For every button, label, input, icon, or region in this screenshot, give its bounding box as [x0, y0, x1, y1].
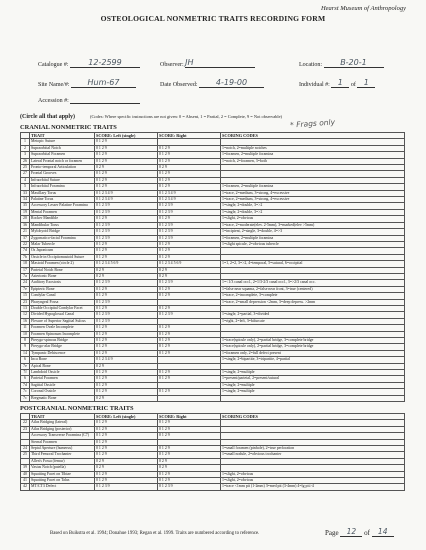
scoring-codes: 1=single, 2=double, 3=>2 [221, 209, 405, 215]
trait-name: Sternal Foramen [30, 439, 95, 445]
trait-number: 6 [21, 376, 30, 382]
trait-name: Foramen Spinosum Incomplete [30, 331, 95, 337]
score-left[interactable]: 0 2 9 [95, 465, 158, 471]
score-right[interactable]: 0 1 2 3 4 9 [158, 197, 221, 203]
cranial-traits-table [20, 132, 405, 402]
score-left[interactable]: 0 1 2 9 [95, 420, 158, 426]
codes-instruction: (Codes: Where specific instructions are not given: 0 = Absent, 1 = Partial, 2 = Complete, 9 = Not observable) [90, 114, 282, 119]
col-right: SCORE: Right [158, 414, 221, 420]
scoring-codes: 1=trace(spicule only), 2=partial bridge, 3=complete bridge [221, 344, 405, 350]
score-left[interactable]: 0 1 2 9 [95, 145, 158, 151]
trait-name: Mylohyoid Bridge [30, 229, 95, 235]
trait-number: 5 [21, 184, 30, 190]
trait-number: 3 [21, 152, 30, 158]
trait-name: Rocker Mandible [30, 216, 95, 222]
score-right[interactable]: 0 1 2 9 [158, 152, 221, 158]
score-left[interactable]: 0 1 2 9 [95, 152, 158, 158]
scoring-codes: 1=single, 2=multiple [221, 382, 405, 388]
trait-name: Apical Bone [30, 363, 95, 369]
trait-number: 7c [21, 389, 30, 395]
scoring-codes: 1=single, 2=bipartite, 3=tripartite, 4=partial [221, 357, 405, 363]
score-right[interactable]: 0 2 9 [158, 165, 221, 171]
trait-number: 7f [21, 370, 30, 376]
score-right[interactable]: 0 1 2 9 [158, 350, 221, 356]
score-left[interactable]: 0 2 9 [95, 165, 158, 171]
catalogue-value: 12-2599 [70, 58, 140, 68]
score-left[interactable]: 0 2 9 [95, 363, 158, 369]
score-left[interactable]: 0 1 2 9 [95, 471, 158, 477]
score-right[interactable]: 0 1 2 3 9 [158, 229, 221, 235]
catalogue-field[interactable] [38, 58, 140, 68]
trait-name: Parietal Foramen [30, 376, 95, 382]
score-left[interactable]: 0 1 2 9 [95, 370, 158, 376]
score-right[interactable]: 0 1 2 3 9 [158, 280, 221, 286]
score-right[interactable]: 0 2 9 [158, 458, 221, 464]
score-right[interactable]: 0 1 2 9 [158, 286, 221, 292]
trait-name: Accessory Transverse Foramina (C7) [30, 433, 95, 439]
trait-name: Atlas Bridging (lateral) [30, 420, 95, 426]
trait-number: 27 [21, 171, 30, 177]
score-left[interactable]: 0 1 2 9 [95, 376, 158, 382]
catalogue-label: Catalogue #: [38, 62, 69, 68]
trait-name: Accessory Lesser Palatine Foramina [30, 203, 95, 209]
trait-number: 26 [21, 158, 30, 164]
score-right[interactable]: 0 1 2 9 [158, 452, 221, 458]
score-right[interactable]: 0 2 9 [158, 267, 221, 273]
trait-number: 21 [21, 229, 30, 235]
trait-name: Lambdoid Ossicle [30, 370, 95, 376]
score-right[interactable]: 0 1 2 9 [158, 145, 221, 151]
trait-number: 6 [21, 357, 30, 363]
score-right[interactable]: 0 1 2 9 [158, 433, 221, 439]
individual-label: Individual #: [299, 82, 330, 88]
score-left[interactable]: 0 1 2 9 [95, 171, 158, 177]
trait-number: 12 [21, 312, 30, 318]
trait-number: 7b [21, 254, 30, 260]
trait-number: 22 [21, 241, 30, 247]
trait-number: 37 [21, 235, 30, 241]
score-right[interactable]: 0 1 2 9 [158, 331, 221, 337]
score-left[interactable]: 0 1 2 9 [95, 139, 158, 145]
trait-number: 36 [21, 222, 30, 228]
score-left[interactable]: 0 1 2 9 [95, 478, 158, 484]
trait-number: 13 [21, 305, 30, 311]
trait-name: Lateral Frontal notch or foramen [30, 158, 95, 164]
trait-name: Supraorbital Notch [30, 145, 95, 151]
site-label: Site Name/#: [38, 82, 70, 88]
score-right[interactable]: 0 1 2 3 9 [158, 312, 221, 318]
scoring-codes: 1=small foramen (pinhole), 2=true perforation [221, 446, 405, 452]
score-right[interactable]: 0 1 2 9 [158, 171, 221, 177]
trait-number: 10 [21, 331, 30, 337]
score-left[interactable]: 0 1 2 3 9 [95, 222, 158, 228]
trait-number: 11 [21, 325, 30, 331]
col-trait: TRAIT [30, 133, 95, 139]
scoring-codes: 1=slight, 2=obvious [221, 478, 405, 484]
scoring-codes: 1=slight, 2=obvious [221, 216, 405, 222]
score-right[interactable]: 0 1 2 9 [158, 344, 221, 350]
scoring-codes: 1=notch, 2=multiple notches [221, 145, 405, 151]
individual-total: 1 [357, 78, 375, 88]
page-number [325, 527, 394, 537]
citation-footer: Based on Buikstra et al. 1994; Donahue 1993; Regan et al. 1999. Traits are numbered according to reference. [50, 531, 260, 536]
circle-instruction: (Circle all that apply) [20, 114, 76, 120]
trait-number: 16 [21, 318, 30, 324]
score-right[interactable]: 0 1 2 9 [158, 338, 221, 344]
trait-name: Parietal Notch Bone [30, 267, 95, 273]
scoring-codes: 1=trace, 2=medium, 3=strong, 4=excessive [221, 197, 405, 203]
score-right[interactable]: 0 1 2 9 [158, 446, 221, 452]
score-left[interactable]: 0 1 2 9 [95, 433, 158, 439]
handwritten-note: * Frags only [289, 117, 336, 130]
col-codes: SCORING CODES [221, 414, 405, 420]
score-right[interactable]: 0 1 2 9 [158, 305, 221, 311]
scoring-codes: 1=false near squama, 2=false near front, 3=true (centered) [221, 286, 405, 292]
trait-number: 15 [21, 293, 30, 299]
page-value: 12 [340, 527, 362, 537]
trait-name: Atlas Bridging (posterior) [30, 426, 95, 432]
trait-name: Bregmatic Bone [30, 395, 95, 401]
trait-name: Mental Foramen [30, 209, 95, 215]
scoring-codes: 1=trace, 2=incomplete, 3=complete [221, 293, 405, 299]
trait-name: Flexure of Superior Sagittal Sulcus [30, 318, 95, 324]
scoring-codes: 1=notch, 2=foramen, 3=both [221, 158, 405, 164]
date-label: Date Observed: [160, 82, 198, 88]
location-value: B-20-1 [324, 58, 384, 68]
score-left[interactable]: 0 1 2 9 [95, 350, 158, 356]
score-left[interactable]: 0 1 2 9 [95, 241, 158, 247]
score-right[interactable]: 0 1 2 9 [158, 426, 221, 432]
accession-value [70, 103, 140, 104]
score-left[interactable]: 0 1 2 3 4 9 [95, 197, 158, 203]
site-value: Hum-67 [71, 78, 136, 88]
trait-name: Epipteric Bone [30, 286, 95, 292]
trait-number: 8 [21, 338, 30, 344]
page-total: 14 [372, 527, 394, 537]
score-left[interactable]: 0 1 2 9 [95, 382, 158, 388]
trait-name: Squatting Facet on Tibiae [30, 471, 95, 477]
trait-number: 7e [21, 363, 30, 369]
score-left[interactable]: 0 1 2 3 9 [95, 280, 158, 286]
trait-number: 2 [21, 145, 30, 151]
score-right[interactable]: 0 1 2 3 9 [158, 222, 221, 228]
location-label: Location: [299, 62, 322, 68]
trait-number: 20 [21, 216, 30, 222]
trait-number: 7d [21, 382, 30, 388]
trait-name: Mastoid Foramen (circle 2) [30, 261, 95, 267]
trait-name: Asterionic Bone [30, 273, 95, 279]
trait-name: Infraorbital Suture [30, 177, 95, 183]
trait-number: 19 [21, 209, 30, 215]
score-right[interactable]: 0 1 2 9 [158, 254, 221, 260]
score-left[interactable]: 0 1 2 3 9 [95, 203, 158, 209]
trait-name: Mandibular Torus [30, 222, 95, 228]
trait-number: 7a [21, 273, 30, 279]
score-right[interactable]: 0 1 2 9 [158, 184, 221, 190]
trait-name: Infraorbital Foramina [30, 184, 95, 190]
site-field[interactable] [38, 78, 136, 88]
page-label: Page [325, 529, 339, 537]
trait-number: 23 [21, 299, 30, 305]
postcranial-traits-table [20, 413, 405, 491]
trait-name: Pharyngeal Fossa [30, 299, 95, 305]
score-left[interactable]: 0 1 2 3 4 9 [95, 190, 158, 196]
score-left[interactable]: 0 1 2 9 [95, 177, 158, 183]
trait-name: Pterygo-spinous Bridge [30, 338, 95, 344]
postcranial-heading: POSTCRANIAL NONMETRIC TRAITS [20, 405, 134, 412]
trait-row [21, 484, 405, 490]
col-left: SCORE: Left (single) [95, 133, 158, 139]
trait-number: 7e [21, 286, 30, 292]
score-right[interactable]: 0 1 2 3 9 [158, 209, 221, 215]
score-right[interactable]: 0 1 2 3 4 9 [158, 190, 221, 196]
scoring-codes: 1=small nodule, 2=obvious trochanter [221, 452, 405, 458]
score-right[interactable] [158, 395, 221, 401]
trait-name: Ossicle in Occipitomastoid Suture [30, 254, 95, 260]
trait-name: Double Occipital Condylar Facet [30, 305, 95, 311]
scoring-codes: 1=foramen, 2=multiple foramina [221, 235, 405, 241]
scoring-codes: 1=slight, 2=obvious [221, 471, 405, 477]
scoring-codes: 1=single, 2=partial, 3=divided [221, 312, 405, 318]
scoring-codes: 1=single, 2=double, 3=>2 [221, 203, 405, 209]
trait-name: MT/CT3 Defect [30, 484, 95, 490]
score-left[interactable]: 0 1 2 3 9 [95, 209, 158, 215]
scoring-codes: 1=right, 2=left, 3=bifurcate [221, 318, 405, 324]
score-left[interactable]: 0 1 2 3 4 5 6 9 [95, 261, 158, 267]
trait-number: 4 [21, 177, 30, 183]
score-left[interactable]: 0 1 2 3 4 9 [95, 357, 158, 363]
trait-name: Zygomatico-facial Foramina [30, 235, 95, 241]
scoring-codes: 1=present/parietal, 2=present/sutural [221, 376, 405, 382]
trait-name: Malar Tubercle [30, 241, 95, 247]
score-left[interactable]: 0 1 2 3 9 [95, 235, 158, 241]
score-right[interactable]: 0 1 2 3 9 [158, 203, 221, 209]
postcranial-body [21, 420, 405, 490]
score-left[interactable]: 0 1 2 9 [95, 325, 158, 331]
scoring-codes: 1=trace, 2=moderate(elev. 2-5mm), 3=marked(elev >5mm) [221, 222, 405, 228]
trait-number: 9 [21, 344, 30, 350]
trait-name: Tympanic Dehiscence [30, 350, 95, 356]
score-right[interactable]: 0 1 2 9 [158, 471, 221, 477]
observer-label: Observer: [160, 62, 184, 68]
observer-value: JH [185, 58, 255, 68]
score-right[interactable]: 0 1 2 9 [158, 248, 221, 254]
trait-name: Sagittal Ossicle [30, 382, 95, 388]
score-right[interactable]: 0 2 9 [158, 465, 221, 471]
scoring-codes: 1=single, 2=multiple [221, 389, 405, 395]
trait-number: 41 [21, 478, 30, 484]
trait-number: 23 [21, 426, 30, 432]
score-left[interactable]: 0 1 2 9 [95, 389, 158, 395]
trait-name: Inca Bone [30, 357, 95, 363]
trait-number: 42 [21, 484, 30, 490]
score-left[interactable]: 0 1 2 9 [95, 184, 158, 190]
trait-name: Supraorbital Foramen [30, 152, 95, 158]
trait-number: 33 [21, 190, 30, 196]
scoring-codes: 1=<1/3 canal occl., 2=1/3-2/3 canal occl., 3=>2/3 canal occ. [221, 280, 405, 286]
score-right[interactable]: 0 1 2 3 4 5 6 9 [158, 261, 221, 267]
score-left[interactable]: 0 2 9 [95, 273, 158, 279]
trait-name: Fronto-temporal Articulation [30, 165, 95, 171]
trait-row [21, 395, 405, 401]
trait-name: Foramen Ovale Incomplete [30, 325, 95, 331]
trait-name: Squatting Facet on Talus [30, 478, 95, 484]
score-left[interactable]: 0 2 9 [95, 267, 158, 273]
score-left[interactable]: 0 2 9 [95, 458, 158, 464]
score-right[interactable]: 0 1 2 9 [158, 216, 221, 222]
score-left[interactable]: 0 1 2 3 9 [95, 484, 158, 490]
score-left[interactable]: 0 1 2 9 [95, 158, 158, 164]
accession-field[interactable] [38, 98, 140, 104]
score-left[interactable]: 0 1 2 3 9 [95, 299, 158, 305]
score-left[interactable]: 0 1 2 9 [95, 331, 158, 337]
score-right[interactable]: 0 1 2 9 [158, 478, 221, 484]
score-left[interactable]: 0 1 2 3 9 [95, 318, 158, 324]
scoring-codes: 1=foramen, 2=multiple foramina [221, 184, 405, 190]
score-right[interactable]: 0 2 9 [158, 273, 221, 279]
score-left[interactable]: 0 1 2 3 9 [95, 312, 158, 318]
score-left[interactable]: 0 1 2 9 [95, 446, 158, 452]
trait-name: Os Japonicum [30, 248, 95, 254]
scoring-codes: 1=incipient, 2=single, 3=double, 4=>3 [221, 229, 405, 235]
scoring-codes [221, 395, 405, 401]
score-right[interactable]: 0 1 2 9 [158, 177, 221, 183]
trait-number: 1 [21, 139, 30, 145]
individual-value: 1 [331, 78, 349, 88]
scoring-codes: 1=trace <1mm pit (1-2mm) 3=med pit (3-4mm) 4=lg pit>4 [221, 484, 405, 490]
score-right[interactable]: 0 1 2 9 [158, 158, 221, 164]
col-trait: TRAIT [30, 414, 95, 420]
score-left[interactable]: 0 1 2 9 [95, 216, 158, 222]
score-left[interactable]: 0 1 2 9 [95, 286, 158, 292]
observer-field[interactable] [160, 58, 255, 68]
trait-name: Pterygo-alar Bridge [30, 344, 95, 350]
score-right[interactable]: 0 1 2 9 [158, 389, 221, 395]
col-right: SCORE: Right [158, 133, 221, 139]
scoring-codes: 1=1, 2=2, 3=>2, 4=temporal, 5=sutural, 6=occipital [221, 261, 405, 267]
trait-number: 14 [21, 350, 30, 356]
col-codes: SCORING CODES [221, 133, 405, 139]
individual-field[interactable] [299, 78, 375, 88]
page-of: of [364, 529, 370, 537]
score-right[interactable]: 0 1 2 9 [158, 370, 221, 376]
score-right[interactable]: 0 1 2 9 [158, 293, 221, 299]
score-left[interactable]: 0 1 2 9 [95, 248, 158, 254]
location-field[interactable] [299, 58, 384, 68]
trait-number: 22 [21, 420, 30, 426]
scoring-codes: 1=trace, 2=small depression <2mm, 3=deep depress. >2mm [221, 299, 405, 305]
trait-number: 18 [21, 261, 30, 267]
scoring-codes: 1=foramen, 2=multiple foramina [221, 152, 405, 158]
date-value: 4-19-00 [199, 78, 264, 88]
scoring-codes: 1=slight spicule, 2=obvious tubercle [221, 241, 405, 247]
trait-number: 25 [21, 452, 30, 458]
trait-name: Third Femoral Trochanter [30, 452, 95, 458]
score-right[interactable]: 0 1 2 9 [158, 241, 221, 247]
date-field[interactable] [160, 78, 264, 88]
trait-number: 39 [21, 465, 30, 471]
col-left: SCORE: Left (single) [95, 414, 158, 420]
trait-number: 7c [21, 395, 30, 401]
trait-name: Vastus Notch (patella) [30, 465, 95, 471]
trait-number: 24 [21, 280, 30, 286]
institution-name: Hearst Museum of Anthropology [320, 5, 406, 12]
form-title: OSTEOLOGICAL NONMETRIC TRAITS RECORDING FORM [100, 14, 326, 23]
score-left[interactable]: 0 1 2 9 [95, 344, 158, 350]
score-left[interactable]: 0 1 2 9 [95, 305, 158, 311]
trait-number: 35 [21, 203, 30, 209]
cranial-body [21, 139, 405, 402]
scoring-codes: 1=foramen only, 2=full defect present [221, 350, 405, 356]
score-left[interactable]: 0 1 2 9 [95, 293, 158, 299]
score-left[interactable]: 0 1 2 9 [95, 426, 158, 432]
trait-number: 34 [21, 197, 30, 203]
trait-name: Septal Aperture (humerus) [30, 446, 95, 452]
score-right[interactable]: 0 1 2 9 [158, 420, 221, 426]
trait-number: 40 [21, 471, 30, 477]
score-right[interactable]: 0 1 2 9 [158, 376, 221, 382]
score-left[interactable]: 0 1 2 9 [95, 254, 158, 260]
score-left[interactable]: 0 1 2 9 [95, 452, 158, 458]
score-right[interactable]: 0 1 2 9 [158, 325, 221, 331]
trait-name: Palatine Torus [30, 197, 95, 203]
trait-name: Coronal Ossicle [30, 389, 95, 395]
scoring-codes: 1=trace(spicule only), 2=partial bridge, 3=complete bridge [221, 338, 405, 344]
score-left[interactable]: 0 1 2 3 9 [95, 229, 158, 235]
trait-number: 24 [21, 446, 30, 452]
scoring-codes: 1=single, 2=multiple [221, 370, 405, 376]
trait-name: Divided Hypoglossal Canal [30, 312, 95, 318]
score-left[interactable]: 0 1 2 9 [95, 439, 158, 445]
trait-name: Maxillary Torus [30, 190, 95, 196]
trait-number: 7d [21, 248, 30, 254]
score-right[interactable]: 0 1 2 3 9 [158, 235, 221, 241]
scoring-codes: 1=trace, 2=medium, 3=strong, 4=excessive [221, 190, 405, 196]
trait-name: Auditory Exostosis [30, 280, 95, 286]
trait-name: Condylar Canal [30, 293, 95, 299]
score-right[interactable]: 0 1 2 3 9 [158, 484, 221, 490]
cranial-heading: CRANIAL NONMETRIC TRAITS [20, 124, 117, 131]
accession-label: Accession #: [38, 98, 69, 104]
trait-name: Allen's Fossa (femur) [30, 458, 95, 464]
trait-name: Frontal Grooves [30, 171, 95, 177]
individual-of: of [350, 82, 356, 88]
trait-number: 17 [21, 267, 30, 273]
trait-name: Metopic Suture [30, 139, 95, 145]
trait-number: 25 [21, 165, 30, 171]
score-left[interactable]: 0 2 9 [95, 395, 158, 401]
score-left[interactable]: 0 1 2 9 [95, 338, 158, 344]
